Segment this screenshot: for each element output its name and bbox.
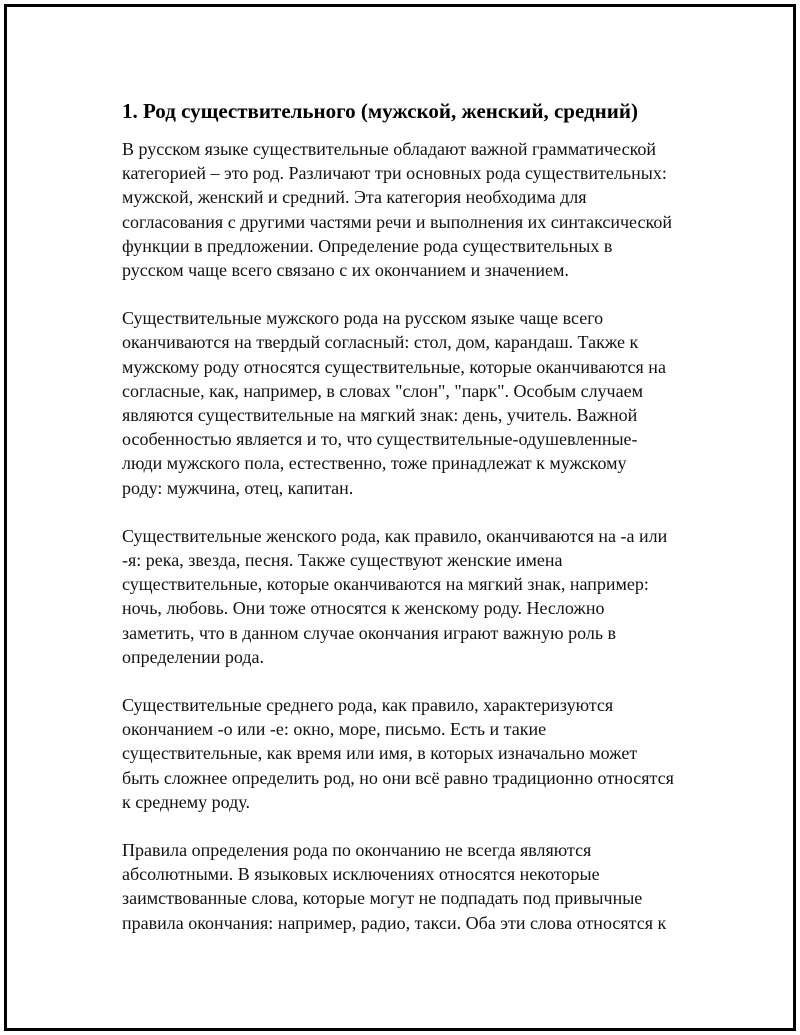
paragraph-neuter: [122, 693, 702, 814]
text-line: Существительные женского рода, как правило, оканчиваются на -а или: [122, 525, 668, 546]
text-line: заимствованные слова, которые могут не подпадать под привычные: [122, 888, 643, 909]
text-line: окончанием -о или -е: окно, море, письмо. Есть и такие: [122, 719, 547, 740]
text-line: Существительные мужского рода на русском языке чаще всего: [122, 308, 604, 329]
text-line: В русском языке существительные обладают важной грамматической: [122, 139, 657, 159]
paragraph-intro: [122, 137, 702, 282]
text-line: согласные, как, например, в словах "слон", "парк". Особым случаем: [122, 380, 643, 401]
text-line: заметить, что в данном случае окончания играют важную роль в: [122, 622, 617, 643]
text-line: ночь, любовь. Они тоже относятся к женскому роду. Несложно: [122, 598, 605, 619]
text-line: согласования с другими частями речи и выполнения их синтаксической: [122, 211, 672, 232]
text-line: быть сложнее определить род, но они всё равно традиционно относятся: [122, 767, 674, 788]
text-line: -я: река, звезда, песня. Также существуют женские имена: [122, 550, 563, 571]
paragraph-feminine: [122, 524, 702, 669]
text-line: мужскому роду относятся существительные, которые оканчиваются на: [122, 356, 666, 377]
page-frame: [4, 4, 796, 1031]
text-line: оканчиваются на твердый согласный: стол, дом, карандаш. Также к: [122, 332, 639, 353]
text-line: функции в предложении. Определение рода существительных в: [122, 235, 613, 256]
text-line: Существительные среднего рода, как правило, характеризуются: [122, 695, 614, 716]
text-line: к среднему роду.: [122, 791, 250, 812]
text-line: Правила определения рода по окончанию не всегда являются: [122, 840, 592, 861]
section-heading: 1. Род существительного (мужской, женский, средний): [122, 99, 638, 123]
text-line: особенностью является и то, что существительные-одушевленные-: [122, 429, 638, 450]
text-line: люди мужского пола, естественно, тоже принадлежат к мужскому: [122, 453, 627, 474]
text-line: мужской, женский и средний. Эта категория необходима для: [122, 187, 587, 208]
text-line: являются существительные на мягкий знак: день, учитель. Важной: [122, 405, 638, 426]
text-line: существительные, которые оканчиваются на мягкий знак, например:: [122, 574, 649, 595]
paragraph-exceptions: [122, 838, 702, 935]
text-line: определении рода.: [122, 646, 265, 667]
paragraph-masculine: [122, 306, 702, 500]
text-line: категорией – это род. Различают три основных рода существительных:: [122, 163, 667, 184]
text-line: роду: мужчина, отец, капитан.: [122, 477, 354, 498]
text-line: русском чаще всего связано с их окончанием и значением.: [122, 260, 569, 281]
text-line: правила окончания: например, радио, такси. Оба эти слова относятся к: [122, 912, 667, 933]
document-body: [122, 97, 702, 959]
text-line: абсолютными. В языковых исключениях относятся некоторые: [122, 864, 600, 885]
text-line: существительные, как время или имя, в которых изначально может: [122, 743, 638, 764]
